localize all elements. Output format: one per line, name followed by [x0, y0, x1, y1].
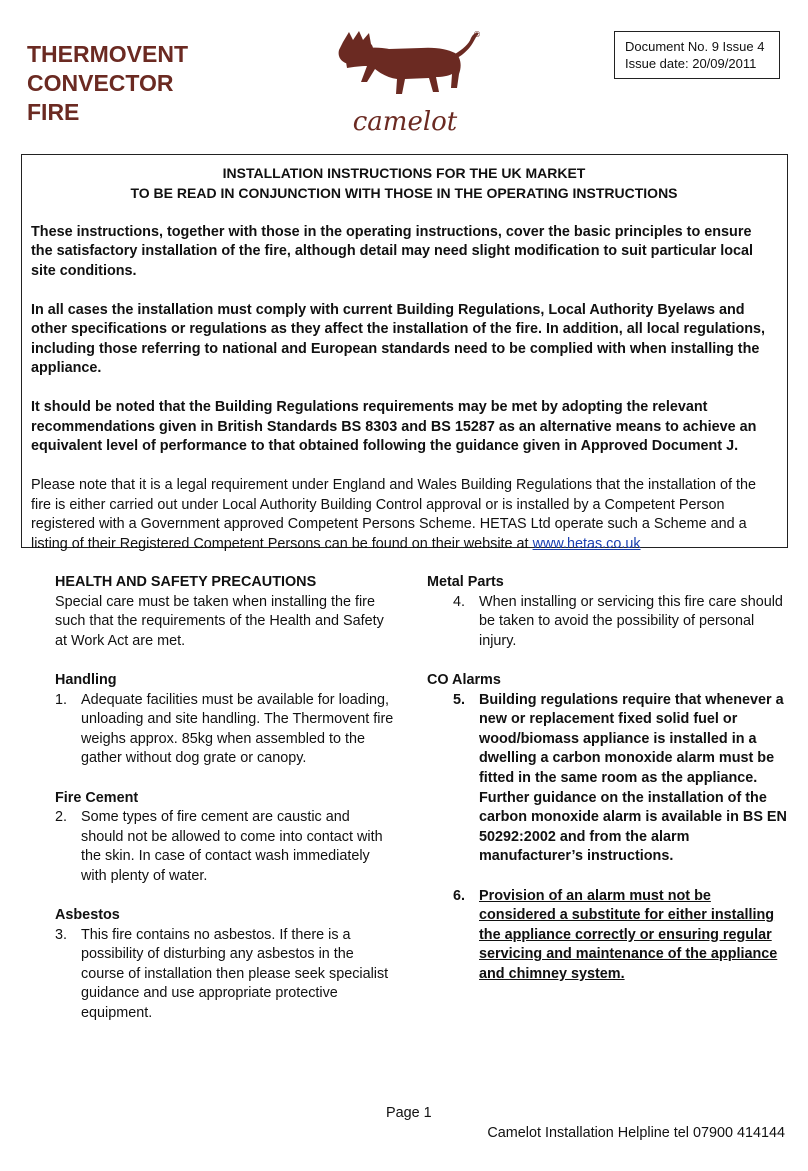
title-line-2: CONVECTOR — [27, 70, 174, 96]
logo-wordmark: camelot — [352, 107, 458, 137]
hetas-link[interactable]: www.hetas.co.uk — [532, 535, 641, 552]
page-number: Page 1 — [386, 1105, 432, 1121]
title-line-3: FIRE — [27, 99, 80, 125]
list-item — [55, 926, 395, 1024]
health-safety-intro: Special care must be taken when installing the fire such that the requirements of the Health and Safety at Work Act are met. — [55, 593, 384, 649]
camelot-logo — [323, 22, 483, 140]
metal-parts-title: Metal Parts — [427, 574, 504, 590]
list-item — [55, 691, 395, 769]
co-alarms-title: CO Alarms — [427, 671, 501, 688]
item-number: 6. — [453, 887, 466, 904]
co-alarms-list — [427, 691, 791, 985]
list-item — [427, 691, 791, 867]
health-safety-title: HEALTH AND SAFETY PRECAUTIONS — [55, 574, 317, 590]
item-text: When installing or servicing this fire care should be taken to avoid the possibility of personal injury. — [479, 593, 783, 649]
instructions-paragraph-3: It should be noted that the Building Regulations requirements may be met by adopting the relevant recommendations given in British Standards BS 8303 and BS 15287 as an alternative means to achieve an equivalent level of performance to that obtained following the guidance given in Approved Document J. — [31, 399, 757, 454]
handling-list — [55, 691, 395, 769]
item-number: 5. — [453, 691, 466, 708]
handling-title: Handling — [55, 671, 117, 688]
instructions-paragraph-4 — [31, 476, 777, 554]
item-text: This fire contains no asbestos. If there is a possibility of disturbing any asbestos in the course of installation then please seek specialist guidance and use appropriate protective equipment. — [81, 926, 389, 1022]
item-number: 4. — [453, 593, 466, 610]
registered-mark: ® — [473, 30, 481, 39]
instructions-paragraph-1: These instructions, together with those in the operating instructions, cover the basic principles to ensure the satisfactory installation of the fire, although detail may need slight modification to suit particular local site conditions. — [31, 223, 754, 279]
item-text: Provision of an alarm must not be considered a substitute for either installing the appliance correctly or ensuring regular servicing and maintenance of the appliance and chimney system. — [479, 887, 778, 982]
fire-cement-title: Fire Cement — [55, 789, 139, 806]
title-line-1: THERMOVENT — [27, 41, 188, 67]
item-number: 1. — [55, 691, 68, 708]
document-info-box — [614, 31, 780, 79]
instructions-heading-1: INSTALLATION INSTRUCTIONS FOR THE UK MARKET — [222, 165, 586, 181]
list-item — [55, 808, 395, 886]
helpline: Camelot Installation Helpline tel 07900 414144 — [487, 1125, 785, 1141]
asbestos-list — [55, 926, 395, 1024]
legal-requirement-text: Please note that it is a legal requirement under England and Wales Building Regulations that the installation of the fire is either carried out under Local Authority Building Control approval or is installed by a Competent Person registered with a Government approved Competent Persons Scheme. HETAS Ltd operate such a Scheme and a listing of their Registered Competent Persons can be found on their website at — [31, 477, 757, 552]
item-text: Adequate facilities must be available for loading, unloading and site handling. The Thermovent fire weighs approx. 85kg when assembled to the gather without dog grate or canopy. — [81, 691, 394, 767]
right-column — [427, 573, 791, 984]
document-title — [27, 40, 188, 127]
item-number: 2. — [55, 809, 68, 826]
spacer — [427, 867, 791, 887]
left-column — [55, 573, 395, 1024]
item-number: 3. — [55, 926, 68, 943]
metal-parts-list — [427, 593, 791, 652]
instructions-heading-2: TO BE READ IN CONJUNCTION WITH THOSE IN THE OPERATING INSTRUCTIONS — [130, 184, 678, 201]
issue-date: Issue date: 20/09/2011 — [625, 56, 757, 71]
fire-cement-list — [55, 808, 395, 886]
asbestos-title: Asbestos — [55, 907, 120, 924]
item-text: Some types of fire cement are caustic and should not be allowed to come into contact with the skin. In case of contact wash immediately with plenty of water. — [81, 809, 383, 884]
installation-instructions-box — [21, 154, 788, 552]
list-item — [427, 593, 791, 652]
item-text: Building regulations require that whenever a new or replacement fixed solid fuel or wood/biomass appliance is installed in a dwelling a carbon monoxide alarm must be fitted in the same room as the appliance. Further guidance on the installation of the carbon monoxide alarm is available in BS EN 50292:2002 and from the alarm manufacturer’s instructions. — [479, 691, 787, 865]
instructions-paragraph-2: In all cases the installation must comply with current Building Regulations, Local Authority Byelaws and other specifications or regulations as they affect the installation of the fire. In addition, all local regulations, including those referring to national and European standards need to be complied with when installing the appliance. — [31, 301, 766, 376]
document-number: Document No. 9 Issue 4 — [625, 39, 765, 54]
list-item — [427, 887, 791, 985]
